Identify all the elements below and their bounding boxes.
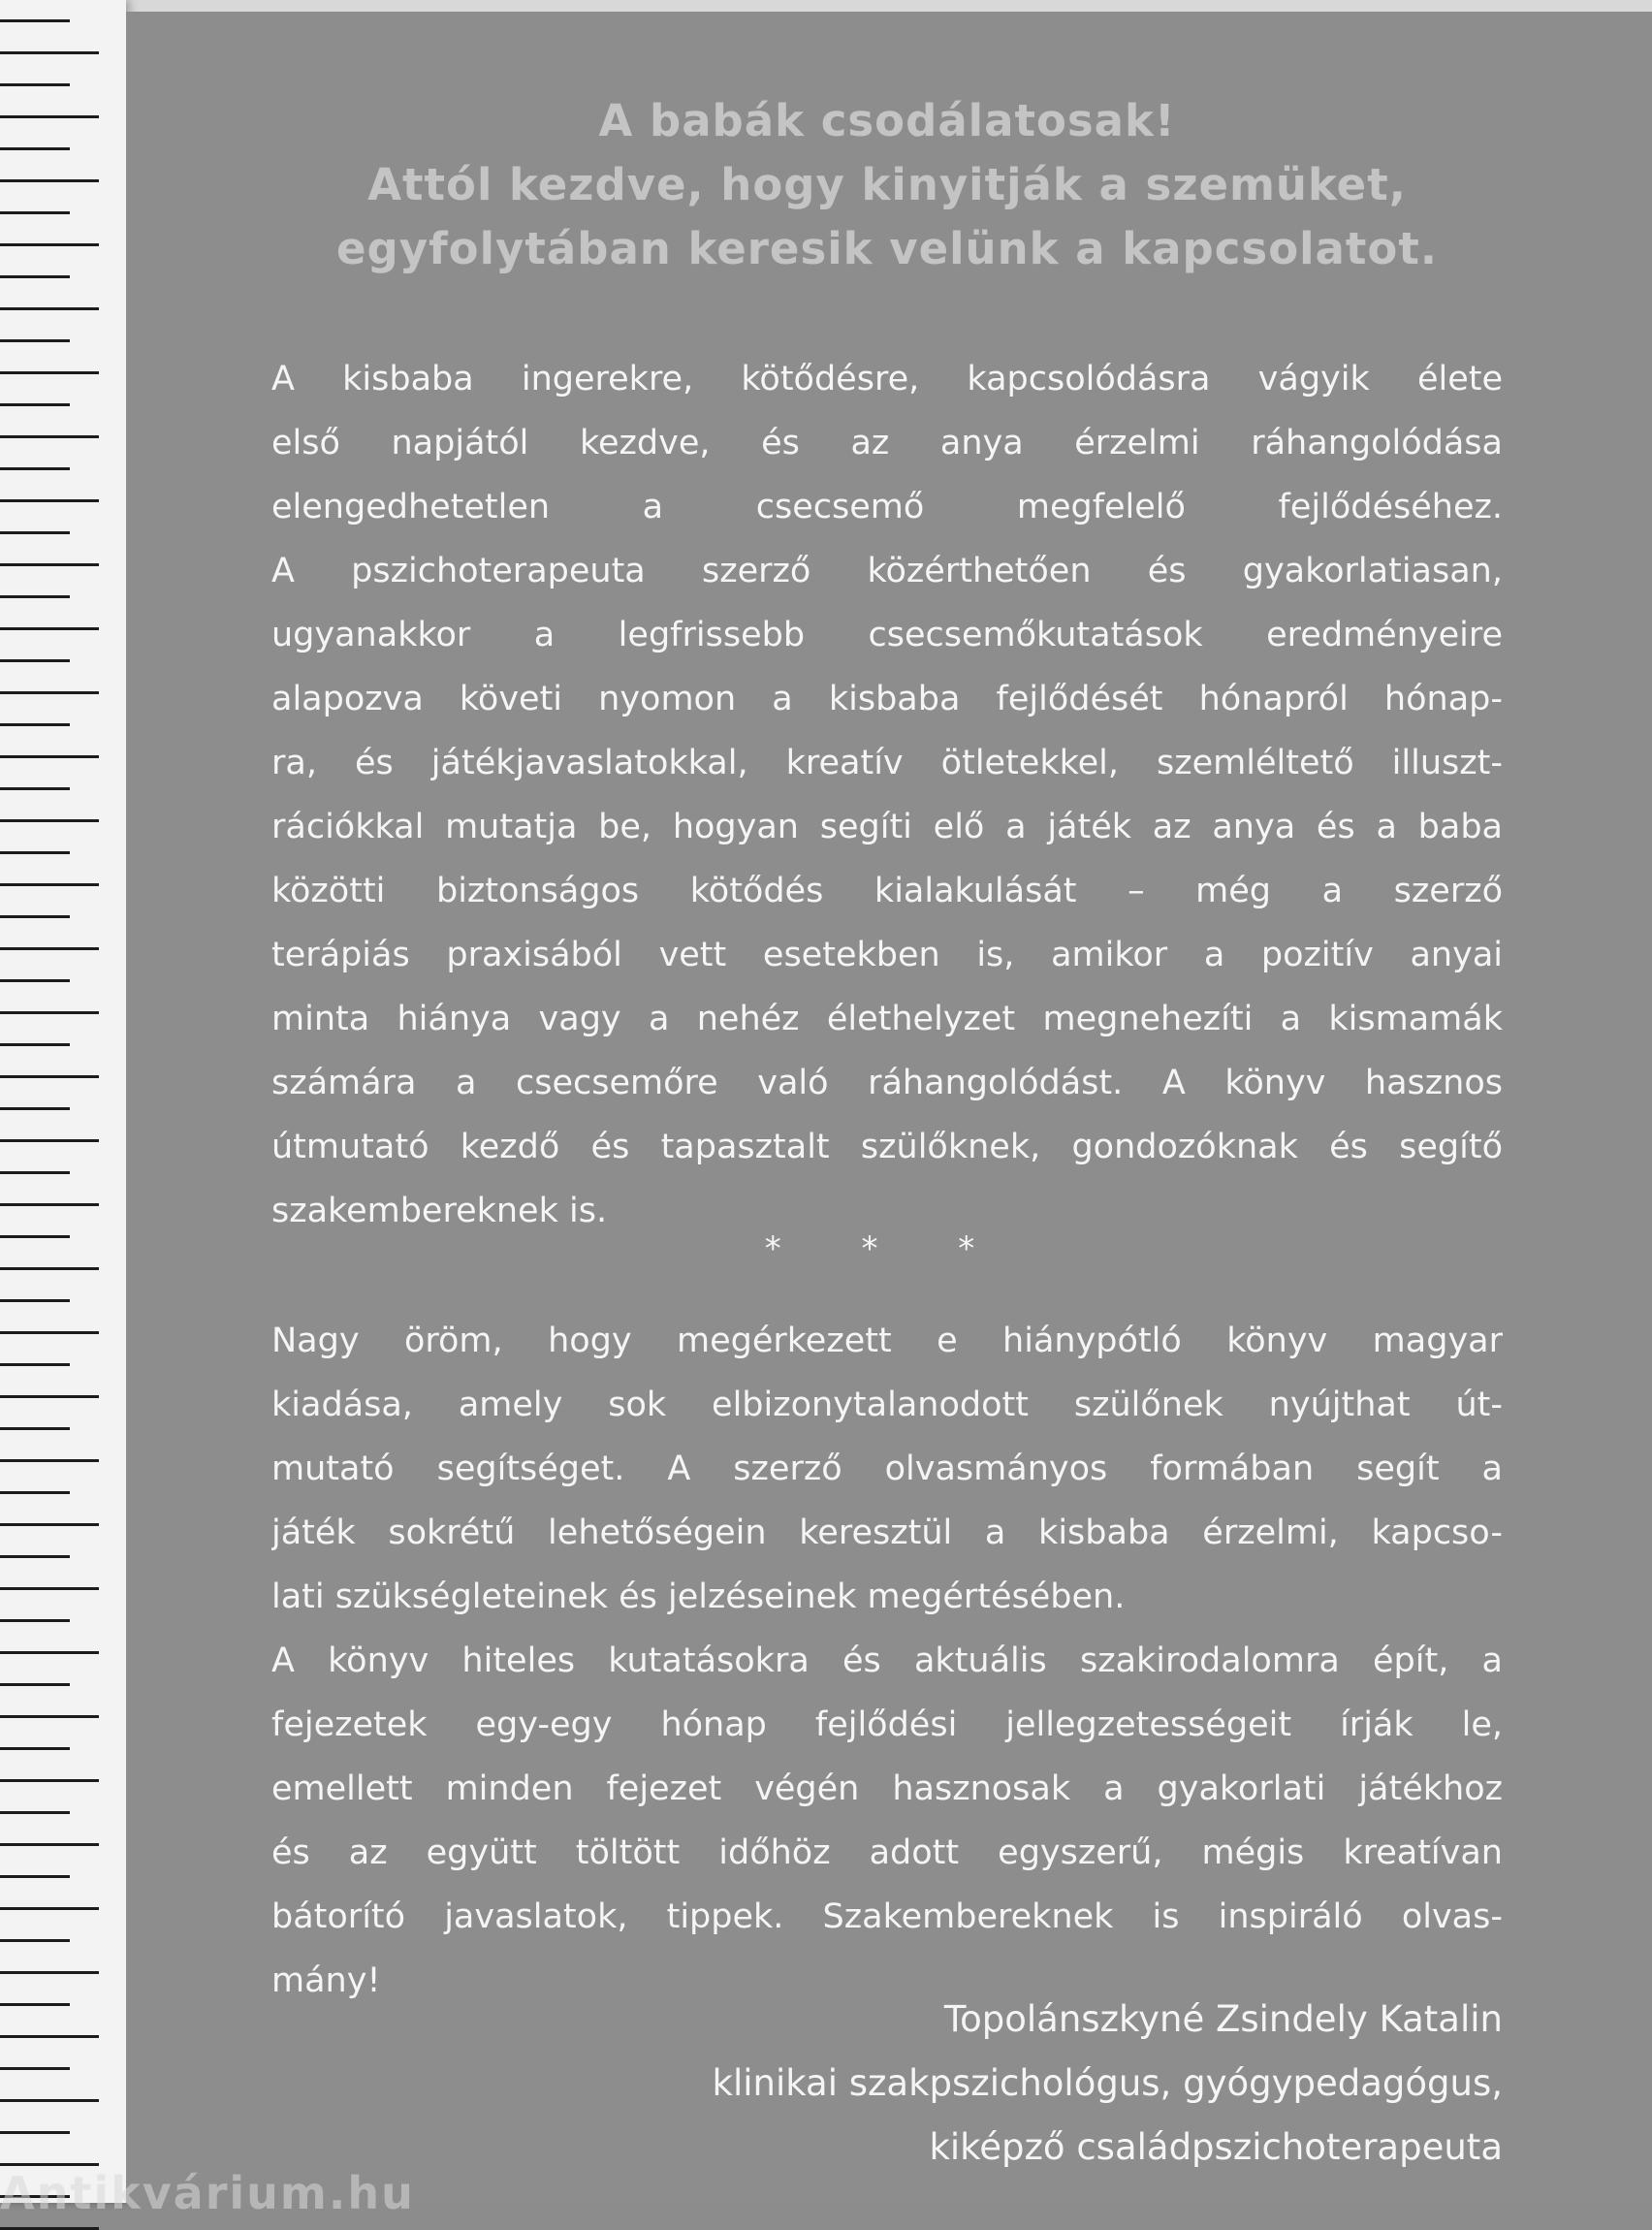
ruler-tick [0,531,70,534]
text-line: bátorító javaslatok, tippek. Szakembereknek is inspiráló olvas- [271,1897,1503,1936]
ruler-tick [0,979,70,982]
ruler-tick [0,1843,99,1846]
section-separator: * * * [764,1229,1010,1268]
text-line: Nagy öröm, hogy megérkezett e hiánypótló könyv magyar [271,1322,1503,1360]
headline-line: A babák csodálatosak! [598,95,1176,146]
text-line: rációkkal mutatja be, hogyan segíti elő a játék az anya és a baba [271,808,1503,846]
blurb-paragraph [271,347,1503,1243]
ruler-tick [0,723,70,726]
ruler-tick [0,1171,70,1174]
ruler-tick [0,1971,99,1974]
ruler-tick [0,243,99,246]
ruler-tick [0,1651,99,1654]
ruler-tick [0,691,99,694]
ruler-tick [0,1427,70,1430]
ruler-tick [0,371,99,374]
text-line: útmutató kezdő és tapasztalt szülőknek, gondozóknak és segítő [271,1128,1503,1166]
ruler-tick [0,339,70,342]
ruler-tick [0,115,99,118]
text-line: számára a csecsemőre való ráhangolódást. A könyv hasznos [271,1064,1503,1102]
ruler-tick [0,179,99,182]
text-line: minta hiánya vagy a nehéz élethelyzet megnehezíti a kismamák [271,1000,1503,1038]
ruler-tick [0,1715,99,1718]
text-line: elengedhetetlen a csecsemő megfelelő fejlődéséhez. [271,488,1503,526]
ruler-tick [0,851,70,854]
ruler-tick [0,659,70,662]
ruler-tick [0,467,70,470]
signature-title: kiképző családpszichoterapeuta [929,2126,1503,2168]
ruler-tick [0,1395,99,1398]
text-line: terápiás praxisából vett esetekben is, amikor a pozitív anyai [271,936,1503,974]
ruler-tick [0,1107,70,1110]
ruler-tick [0,1331,99,1334]
text-line: mány! [271,1961,381,2000]
ruler-strip [0,0,126,2203]
ruler-tick [0,2163,99,2166]
ruler-tick [0,1075,99,1078]
text-line: A könyv hiteles kutatásokra és aktuális szakirodalomra épít, a [271,1641,1503,1680]
headline-line: Attól kezdve, hogy kinyitják a szemüket, [367,159,1407,210]
ruler-tick [0,2067,70,2070]
text-line: A kisbaba ingerekre, kötődésre, kapcsolódásra vágyik élete [271,360,1503,398]
ruler-tick [0,2131,70,2134]
ruler-tick [0,51,99,54]
signature-name: Topolánszkyné Zsindely Katalin [943,1998,1503,2040]
ruler-tick [0,915,70,918]
text-line: szakembereknek is. [271,1192,608,1230]
ruler-tick [0,1139,99,1142]
ruler-tick [0,595,70,598]
ruler-tick [0,947,99,950]
ruler-tick [0,1875,70,1878]
ruler-tick [0,563,99,566]
ruler-tick [0,1491,70,1494]
ruler-tick [0,627,99,630]
ruler-tick [0,1619,70,1622]
text-line: ugyanakkor a legfrissebb csecsemőkutatások eredményeire [271,616,1503,654]
ruler-tick [0,1267,99,1270]
text-line: alapozva követi nyomon a kisbaba fejlődését hónapról hónap- [271,680,1503,718]
ruler-tick [0,1011,99,1014]
ruler-tick [0,1203,99,1206]
signature-block [713,1988,1503,2180]
ruler-tick [0,1459,99,1462]
cover-top-edge [126,0,1652,12]
ruler-tick [0,1587,99,1590]
ruler-tick [0,2099,99,2102]
review-paragraph [271,1309,1503,2013]
text-line: ra, és játékjavaslatokkal, kreatív ötletekkel, szemléltető illuszt- [271,744,1503,782]
headline [291,89,1483,281]
ruler-tick [0,2003,70,2006]
ruler-tick [0,1779,99,1782]
ruler-tick [0,755,99,758]
text-line: lati szükségleteinek és jelzéseinek megértésében. [271,1577,1126,1616]
text-line: kiadása, amely sok elbizonytalanodott szülőnek nyújthat út- [271,1386,1503,1424]
text-line: mutató segítséget. A szerző olvasmányos formában segít a [271,1450,1503,1488]
headline-line: egyfolytában keresik velünk a kapcsolatot. [336,223,1438,274]
ruler-tick [0,787,70,790]
ruler-tick [0,1043,70,1046]
ruler-tick [0,1907,99,1910]
text-line: első napjától kezdve, és az anya érzelmi ráhangolódása [271,424,1503,462]
ruler-tick [0,1363,70,1366]
text-line: és az együtt töltött időhöz adott egyszerű, mégis kreatívan [271,1833,1503,1872]
text-line: fejezetek egy-egy hónap fejlődési jellegzetességeit írják le, [271,1705,1503,1744]
ruler-tick [0,1747,70,1750]
ruler-tick [0,1555,70,1558]
ruler-tick [0,211,70,214]
ruler-tick [0,403,70,406]
ruler-tick [0,1235,70,1238]
ruler-tick [0,2035,99,2038]
ruler-tick [0,307,99,310]
ruler-tick [0,1523,99,1526]
ruler-tick [0,275,70,278]
ruler-tick [0,883,99,886]
ruler-tick [0,819,99,822]
ruler-tick [0,83,70,86]
ruler-tick [0,147,70,150]
text-line: közötti biztonságos kötődés kialakulását – még a szerző [271,872,1503,910]
ruler-tick [0,435,99,438]
ruler-tick [0,1683,70,1686]
ruler-tick [0,1299,70,1302]
ruler-tick [0,1939,70,1942]
ruler-tick [0,19,70,22]
ruler-tick [0,1811,70,1814]
text-line: emellett minden fejezet végén hasznosak a gyakorlati játékhoz [271,1769,1503,1808]
signature-title: klinikai szakpszichológus, gyógypedagógus, [712,2062,1503,2104]
ruler-tick [0,499,99,502]
text-line: játék sokrétű lehetőségein keresztül a kisbaba érzelmi, kapcso- [271,1513,1503,1552]
watermark: Antikvárium.hu [0,2167,415,2219]
text-line: A pszichoterapeuta szerző közérthetően és gyakorlatiasan, [271,552,1503,590]
